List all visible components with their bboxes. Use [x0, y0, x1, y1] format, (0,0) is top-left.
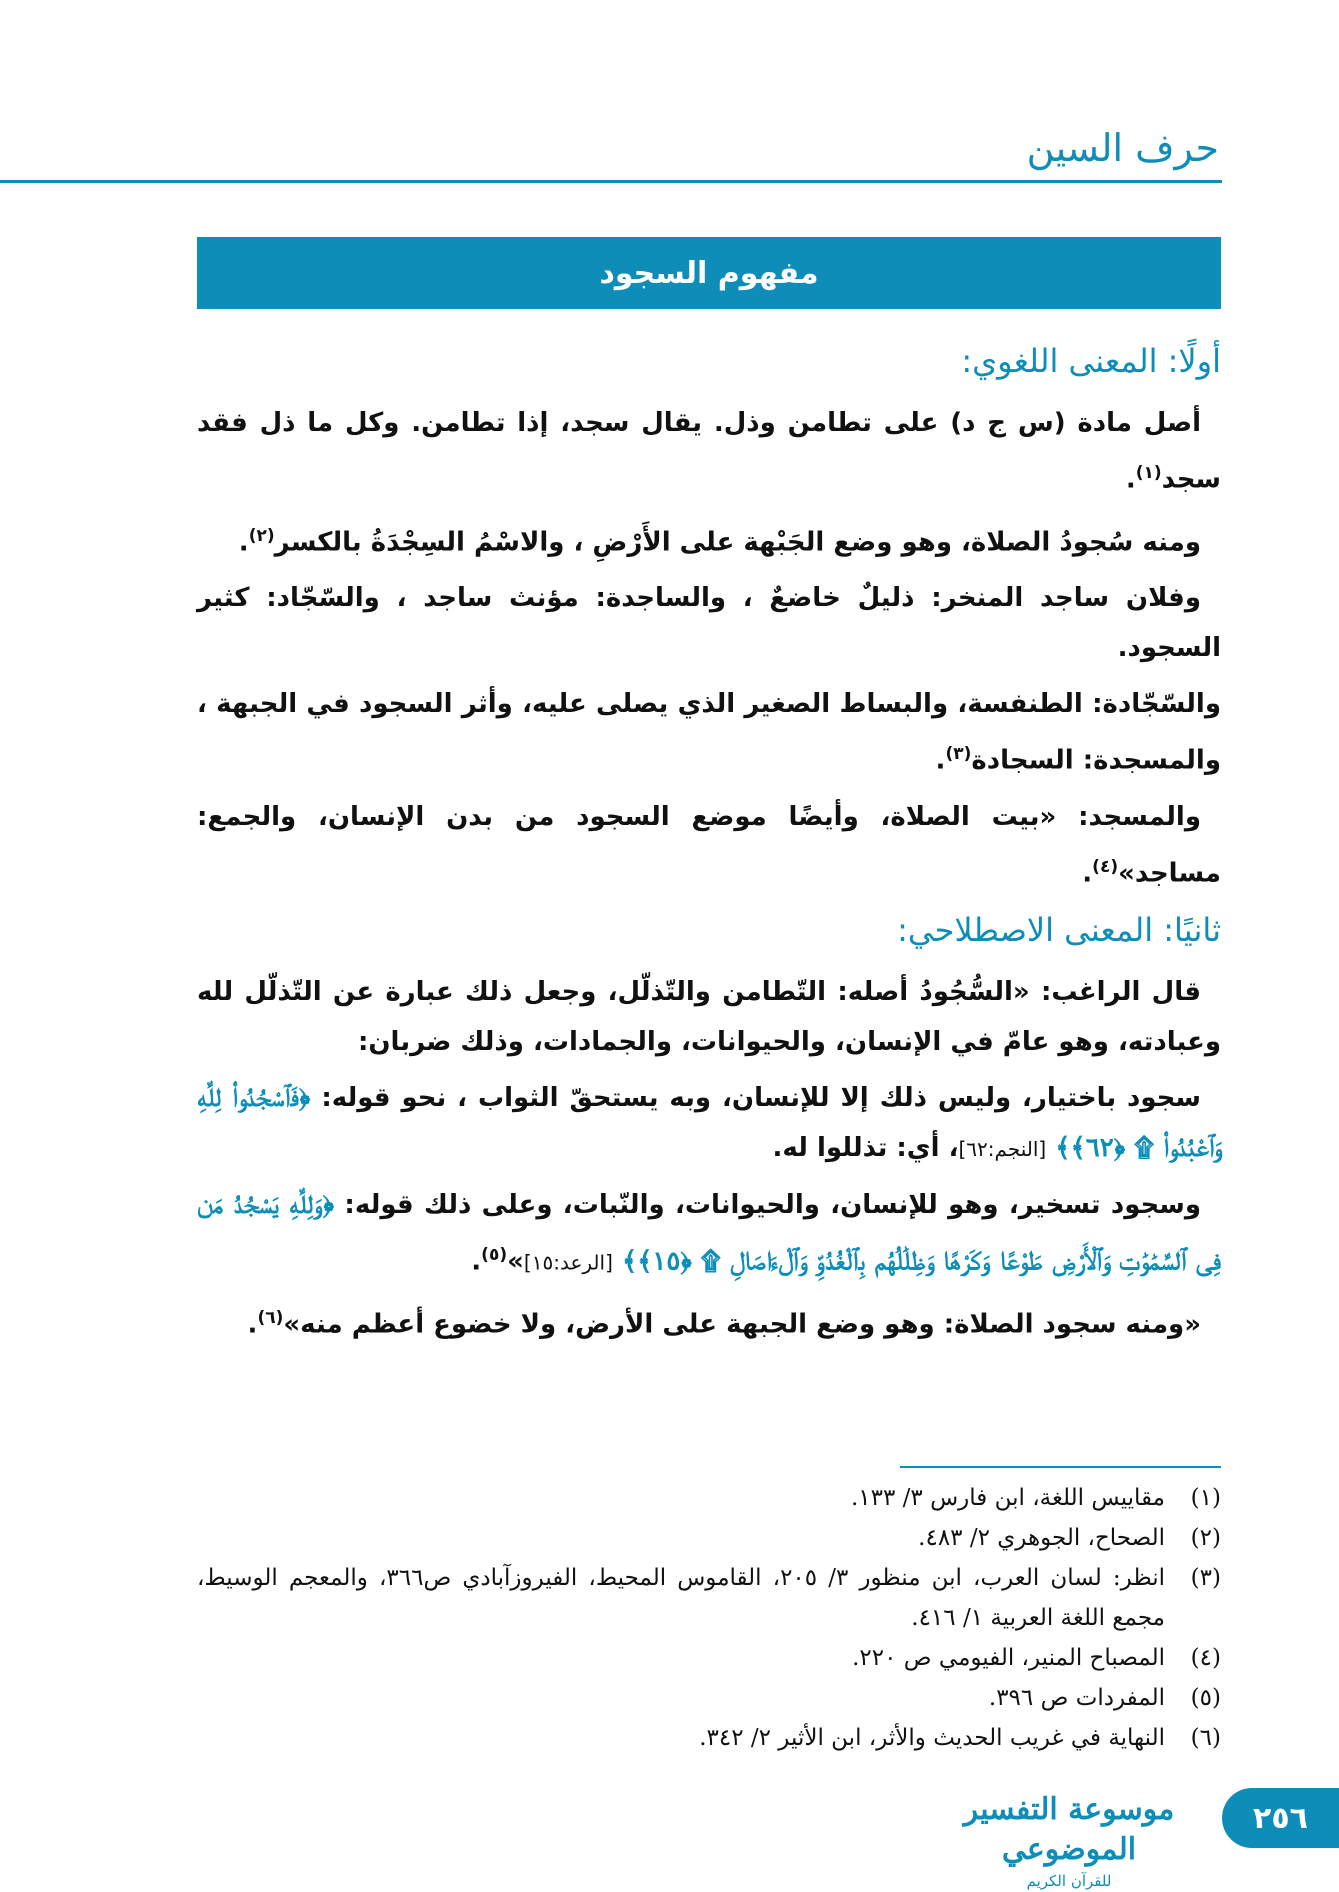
lexical-paragraph-2: ومنه سُجودُ الصلاة، وهو وضع الجَبْهة على الأَرْضِ ، والاسْمُ السِجْدَةُ بالكسر$^{(٢)}$.: [238, 525, 1201, 558]
page-number-tab: [1222, 1788, 1339, 1848]
verse-source-najm: [النجم:٦٢]: [958, 1136, 1047, 1161]
technical-paragraph-2: سجود باختيار، وليس ذلك إلا للإنسان، وبه يستحقّ الثواب ، نحو قوله: ﴿فَٱسْجُدُوا۟ لِلَّهِ وَٱعْبُدُوا۟ ۩ ﴿٦٢﴾﴾ [النجم:٦٢]، أي: تذللوا له.: [197, 1082, 1221, 1163]
lexical-heading: أولًا: المعنى اللغوي:: [961, 342, 1221, 380]
lexical-paragraph-5: والمسجد: «بيت الصلاة، وأيضًا موضع السجود من بدن الإنسان، والجمع: مساجد»$^{(٤)}$.: [197, 801, 1221, 889]
lexical-paragraph-4: والسّجّادة: الطنفسة، والبساط الصغير الذي يصلى عليه، وأثر السجود في الجبهة ، والمسجدة: السجادة$^{(٣)}$.: [197, 689, 1221, 776]
chapter-rule: [0, 180, 1222, 183]
technical-paragraph-1: قال الراغب: «السُّجُودُ أصله: التّطامن والتّذلّل، وجعل ذلك عبارة عن التّذلّل لله وعبادته، وهو عامّ في الإنسان، والحيوانات، والجمادات، وذلك ضربان:: [197, 976, 1221, 1057]
quran-verse-najm: ﴿فَٱسْجُدُوا۟ لِلَّهِ وَٱعْبُدُوا۟ ۩ ﴿٦٢﴾﴾: [197, 1082, 1221, 1163]
article-body: [197, 330, 1221, 1356]
section-title: مفهوم السجود: [599, 255, 819, 291]
chapter-title: حرف السين: [1026, 126, 1219, 170]
footnotes: [197, 1478, 1221, 1758]
footnote-ref-3[interactable]: (٣): [945, 744, 972, 765]
footnote-item: (٥) المفردات ص ٣٩٦.: [988, 1685, 1221, 1711]
lexical-paragraph-3: وفلان ساجد المنخر: ذليلٌ خاضعٌ ، والساجدة: مؤنث ساجد ، والسّجّاد: كثير السجود.: [197, 583, 1221, 664]
footnote-separator: [900, 1466, 1221, 1468]
technical-paragraph-4: «ومنه سجود الصلاة: وهو وضع الجبهة على الأرض، ولا خضوع أعظم منه»$^{(٦)}$.: [247, 1308, 1201, 1340]
footnote-item: (٣) انظر: لسان العرب، ابن منظور ٣/ ٢٠٥، القاموس المحيط، الفيروزآبادي ص٣٦٦، والمعجم الوسيط، مجمع اللغة العربية ١/ ٤١٦.: [197, 1565, 1221, 1631]
technical-paragraph-3: وسجود تسخير، وهو للإنسان، والحيوانات، والنّبات، وعلى ذلك قوله: ﴿وَلِلَّهِ يَسْجُدُ مَن فِى ٱلسَّمَٰوَٰتِ وَٱلْأَرْضِ طَوْعًا وَكَرْهًا وَظِلَٰلُهُم بِٱلْغُدُوِّ وَٱلْءَاصَالِ ۩ ﴿١٥﴾﴾ [الرعد:١٥]»$^{(٥)}$.: [197, 1189, 1221, 1277]
section-banner: [197, 237, 1221, 309]
page-number: ٢٥٦: [1253, 1800, 1308, 1836]
footnote-ref-1[interactable]: (١): [1135, 463, 1162, 483]
lexical-paragraph-1: أصل مادة (س ج د) على تطامن وذل. يقال سجد، إذا تطامن. وكل ما ذل فقد سجد$^{(١)}$.: [197, 408, 1221, 495]
footnote-ref-2[interactable]: (٢): [248, 525, 275, 546]
footnote-ref-6[interactable]: (٦): [257, 1308, 284, 1329]
logo-title: موسوعة التفسير الموضوعي: [963, 1792, 1175, 1867]
footnote-item: (٤) المصباح المنير، الفيومي ص ٢٢٠.: [852, 1645, 1221, 1671]
technical-heading: ثانيًا: المعنى الاصطلاحي:: [897, 910, 1221, 949]
quran-verse-raad: ﴿وَلِلَّهِ يَسْجُدُ مَن فِى ٱلسَّمَٰوَٰتِ وَٱلْأَرْضِ طَوْعًا وَكَرْهًا وَظِلَٰلُهُم بِٱلْغُدُوِّ وَٱلْءَاصَالِ ۩ ﴿١٥﴾﴾: [197, 1189, 1221, 1277]
footnote-item: (٦) النهاية في غريب الحديث والأثر، ابن الأثير ٢/ ٣٤٢.: [699, 1725, 1221, 1751]
footnote-ref-4[interactable]: (٤): [1092, 856, 1119, 877]
footnote-item: (٢) الصحاح، الجوهري ٢/ ٤٨٣.: [918, 1525, 1221, 1551]
logo-subtitle: للقرآن الكريم: [1026, 1872, 1112, 1890]
footnote-ref-5[interactable]: (٥): [481, 1244, 508, 1265]
verse-source-raad: [الرعد:١٥]: [523, 1250, 613, 1275]
encyclopedia-logo: [934, 1790, 1204, 1890]
footnote-item: (١) مقاييس اللغة، ابن فارس ٣/ ١٣٣.: [850, 1485, 1221, 1511]
